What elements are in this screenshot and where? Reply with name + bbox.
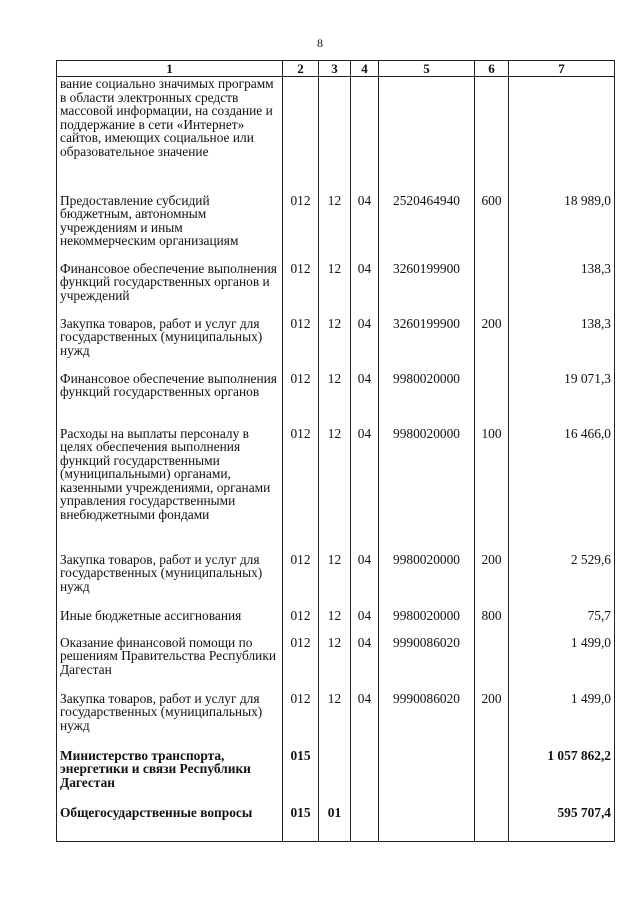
table-row [57,609,615,636]
row-ministry-code: 012 [283,427,319,553]
row-target-code [379,77,475,194]
row-subsection-code: 04 [351,636,379,692]
row-target-code: 9990086020 [379,636,475,692]
column-header-5: 5 [379,61,475,77]
row-section-code: 12 [319,262,351,317]
row-ministry-code: 015 [283,806,319,842]
row-expense-type: 800 [475,609,509,636]
column-header-1: 1 [57,61,283,77]
row-target-code: 3260199900 [379,262,475,317]
row-section-code: 12 [319,317,351,372]
row-amount: 75,7 [509,609,615,636]
row-expense-type [475,262,509,317]
row-amount: 1 057 862,2 [509,749,615,806]
row-amount: 1 499,0 [509,636,615,692]
row-target-code: 9980020000 [379,427,475,553]
table-row [57,194,615,262]
table-row [57,77,615,194]
table-row [57,636,615,692]
row-ministry-code: 012 [283,609,319,636]
row-target-code [379,749,475,806]
row-expense-type [475,372,509,427]
table-header-row [57,61,615,77]
table-row [57,806,615,842]
table-row [57,262,615,317]
row-section-code: 12 [319,609,351,636]
row-name: вание социально значимых программ в области электронных средств массовой информации, на создание и поддержание в сети «Интернет» сайтов, имеющих социальное или образовательное значение [57,77,283,194]
row-subsection-code: 04 [351,262,379,317]
table-row [57,372,615,427]
row-subsection-code: 04 [351,692,379,749]
row-amount: 19 071,3 [509,372,615,427]
column-header-6: 6 [475,61,509,77]
row-expense-type [475,77,509,194]
row-section-code [319,749,351,806]
row-expense-type [475,806,509,842]
row-target-code: 9980020000 [379,372,475,427]
row-ministry-code: 012 [283,194,319,262]
row-target-code: 9980020000 [379,553,475,609]
row-expense-type [475,749,509,806]
row-expense-type: 200 [475,553,509,609]
row-ministry-code: 015 [283,749,319,806]
row-name: Предоставление субсидий бюджетным, автономным учреждениям и иным некоммерческим организациям [57,194,283,262]
row-name: Финансовое обеспечение выполнения функций государственных органов и учреждений [57,262,283,317]
row-amount: 595 707,4 [509,806,615,842]
table-row [57,317,615,372]
row-subsection-code: 04 [351,553,379,609]
column-header-3: 3 [319,61,351,77]
row-amount: 1 499,0 [509,692,615,749]
row-subsection-code: 04 [351,317,379,372]
row-ministry-code [283,77,319,194]
row-target-code: 9990086020 [379,692,475,749]
row-section-code: 12 [319,553,351,609]
table-row [57,692,615,749]
table-row [57,427,615,553]
row-ministry-code: 012 [283,636,319,692]
row-name: Закупка товаров, работ и услуг для государственных (муниципальных) нужд [57,692,283,749]
row-expense-type: 200 [475,692,509,749]
row-ministry-code: 012 [283,372,319,427]
row-expense-type: 200 [475,317,509,372]
row-target-code [379,806,475,842]
row-subsection-code [351,806,379,842]
row-section-code: 12 [319,692,351,749]
row-name: Закупка товаров, работ и услуг для государственных (муниципальных) нужд [57,553,283,609]
row-section-code: 01 [319,806,351,842]
row-section-code: 12 [319,427,351,553]
row-target-code: 2520464940 [379,194,475,262]
row-expense-type: 600 [475,194,509,262]
row-ministry-code: 012 [283,317,319,372]
row-subsection-code [351,749,379,806]
row-amount [509,77,615,194]
row-name: Расходы на выплаты персоналу в целях обеспечения выполнения функций государственными (муниципальными) органами, казенными учреждениями, органами управления государственными внебюджетными фондами [57,427,283,553]
row-amount: 138,3 [509,317,615,372]
row-amount: 138,3 [509,262,615,317]
row-name: Закупка товаров, работ и услуг для государственных (муниципальных) нужд [57,317,283,372]
table-row [57,749,615,806]
column-header-7: 7 [509,61,615,77]
row-expense-type: 100 [475,427,509,553]
row-expense-type [475,636,509,692]
row-ministry-code: 012 [283,553,319,609]
row-ministry-code: 012 [283,692,319,749]
row-section-code: 12 [319,194,351,262]
budget-table [56,60,615,842]
row-name: Финансовое обеспечение выполнения функций государственных органов [57,372,283,427]
row-target-code: 9980020000 [379,609,475,636]
page-number: 8 [317,36,323,50]
row-name: Министерство транспорта, энергетики и связи Республики Дагестан [57,749,283,806]
row-subsection-code: 04 [351,194,379,262]
column-header-2: 2 [283,61,319,77]
row-section-code: 12 [319,372,351,427]
row-amount: 18 989,0 [509,194,615,262]
row-amount: 2 529,6 [509,553,615,609]
row-name: Иные бюджетные ассигнования [57,609,283,636]
column-header-4: 4 [351,61,379,77]
row-name: Оказание финансовой помощи по решениям Правительства Республики Дагестан [57,636,283,692]
row-name: Общегосударственные вопросы [57,806,283,842]
row-section-code [319,77,351,194]
row-section-code: 12 [319,636,351,692]
row-subsection-code: 04 [351,609,379,636]
row-subsection-code: 04 [351,372,379,427]
row-subsection-code [351,77,379,194]
row-amount: 16 466,0 [509,427,615,553]
row-ministry-code: 012 [283,262,319,317]
row-subsection-code: 04 [351,427,379,553]
table-row [57,553,615,609]
row-target-code: 3260199900 [379,317,475,372]
